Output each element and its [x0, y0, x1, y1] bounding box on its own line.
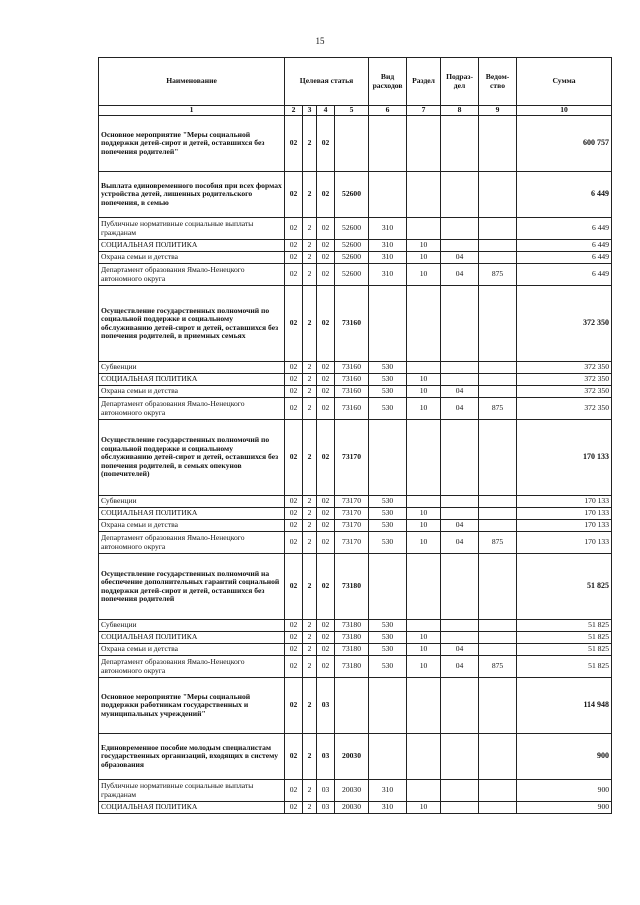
row-name: СОЦИАЛЬНАЯ ПОЛИТИКА	[99, 240, 285, 252]
row-sum: 51 825	[517, 632, 612, 644]
header-sum: Сумма	[517, 58, 612, 106]
subsection: 04	[441, 644, 479, 656]
row-name: СОЦИАЛЬНАЯ ПОЛИТИКА	[99, 508, 285, 520]
row-sum: 51 825	[517, 620, 612, 632]
section	[407, 172, 441, 218]
subsection	[441, 678, 479, 734]
department-code	[479, 520, 517, 532]
section: 10	[407, 264, 441, 286]
table-row	[99, 264, 612, 286]
target-code-3: 02	[317, 656, 335, 678]
table-row	[99, 116, 612, 172]
target-code-3: 02	[317, 362, 335, 374]
header-expense-type: Вид расходов	[369, 58, 407, 106]
target-code-1: 02	[285, 374, 303, 386]
table-row	[99, 508, 612, 520]
department-code: 875	[479, 398, 517, 420]
target-code-3: 02	[317, 620, 335, 632]
subsection	[441, 508, 479, 520]
target-code-1: 02	[285, 678, 303, 734]
section	[407, 286, 441, 362]
target-code-3: 02	[317, 386, 335, 398]
target-code-1: 02	[285, 264, 303, 286]
column-number-row	[99, 106, 612, 116]
subsection: 04	[441, 252, 479, 264]
row-name: Субвенции	[99, 620, 285, 632]
table-row	[99, 632, 612, 644]
target-code-3: 02	[317, 116, 335, 172]
target-code-3: 02	[317, 520, 335, 532]
row-sum: 372 350	[517, 374, 612, 386]
section	[407, 554, 441, 620]
table-header-row	[99, 58, 612, 106]
row-name: Охрана семьи и детства	[99, 520, 285, 532]
target-code-1: 02	[285, 656, 303, 678]
row-sum: 372 350	[517, 286, 612, 362]
target-code-4: 73180	[335, 620, 369, 632]
row-name: Выплата единовременного пособия при всех формах устройства детей, лишенных родительского попечения, в семью	[99, 172, 285, 218]
subsection	[441, 172, 479, 218]
section	[407, 620, 441, 632]
department-code	[479, 632, 517, 644]
table-row	[99, 240, 612, 252]
expense-type	[369, 420, 407, 496]
expense-type: 310	[369, 240, 407, 252]
target-code-1: 02	[285, 496, 303, 508]
table-row	[99, 398, 612, 420]
target-code-4: 73160	[335, 362, 369, 374]
table-row	[99, 496, 612, 508]
expense-type	[369, 172, 407, 218]
department-code	[479, 240, 517, 252]
expense-type	[369, 554, 407, 620]
target-code-4: 73170	[335, 420, 369, 496]
expense-type	[369, 734, 407, 780]
expense-type: 530	[369, 532, 407, 554]
section: 10	[407, 644, 441, 656]
target-code-3: 03	[317, 678, 335, 734]
department-code	[479, 554, 517, 620]
subsection	[441, 240, 479, 252]
expense-type: 530	[369, 386, 407, 398]
table-row	[99, 644, 612, 656]
target-code-1: 02	[285, 802, 303, 814]
section	[407, 734, 441, 780]
section: 10	[407, 508, 441, 520]
row-name: Департамент образования Ямало-Ненецкого автономного округа	[99, 264, 285, 286]
col-number: 1	[99, 106, 285, 116]
row-name: Единовременное пособие молодым специалистам государственных организаций, входящих в систему образования	[99, 734, 285, 780]
row-name: СОЦИАЛЬНАЯ ПОЛИТИКА	[99, 632, 285, 644]
target-code-2: 2	[303, 508, 317, 520]
expense-type: 530	[369, 362, 407, 374]
budget-table	[98, 57, 612, 814]
subsection	[441, 620, 479, 632]
target-code-1: 02	[285, 172, 303, 218]
target-code-4: 73160	[335, 386, 369, 398]
department-code	[479, 116, 517, 172]
department-code	[479, 734, 517, 780]
department-code	[479, 644, 517, 656]
target-code-3: 02	[317, 532, 335, 554]
row-name: Департамент образования Ямало-Ненецкого автономного округа	[99, 532, 285, 554]
department-code	[479, 420, 517, 496]
row-sum: 170 133	[517, 532, 612, 554]
row-sum: 6 449	[517, 172, 612, 218]
table-row	[99, 386, 612, 398]
expense-type: 530	[369, 496, 407, 508]
expense-type	[369, 678, 407, 734]
row-name: Публичные нормативные социальные выплаты гражданам	[99, 780, 285, 802]
col-number: 6	[369, 106, 407, 116]
target-code-2: 2	[303, 264, 317, 286]
target-code-2: 2	[303, 374, 317, 386]
table-row	[99, 780, 612, 802]
row-sum: 6 449	[517, 264, 612, 286]
table-row	[99, 678, 612, 734]
target-code-4: 20030	[335, 802, 369, 814]
row-name: СОЦИАЛЬНАЯ ПОЛИТИКА	[99, 802, 285, 814]
target-code-2: 2	[303, 644, 317, 656]
expense-type: 310	[369, 780, 407, 802]
row-name: Публичные нормативные социальные выплаты гражданам	[99, 218, 285, 240]
department-code	[479, 620, 517, 632]
row-name: Департамент образования Ямало-Ненецкого автономного округа	[99, 398, 285, 420]
section	[407, 218, 441, 240]
row-sum: 900	[517, 802, 612, 814]
target-code-4: 52600	[335, 252, 369, 264]
target-code-2: 2	[303, 218, 317, 240]
table-row	[99, 520, 612, 532]
target-code-1: 02	[285, 632, 303, 644]
row-sum: 51 825	[517, 644, 612, 656]
target-code-4	[335, 116, 369, 172]
row-sum: 6 449	[517, 218, 612, 240]
table-row	[99, 802, 612, 814]
target-code-3: 02	[317, 264, 335, 286]
row-name: Департамент образования Ямало-Ненецкого автономного округа	[99, 656, 285, 678]
department-code	[479, 678, 517, 734]
row-name: Охрана семьи и детства	[99, 386, 285, 398]
target-code-3: 02	[317, 218, 335, 240]
col-number: 2	[285, 106, 303, 116]
subsection	[441, 116, 479, 172]
subsection	[441, 286, 479, 362]
target-code-1: 02	[285, 252, 303, 264]
expense-type: 310	[369, 802, 407, 814]
target-code-3: 03	[317, 780, 335, 802]
section: 10	[407, 386, 441, 398]
target-code-2: 2	[303, 398, 317, 420]
target-code-1: 02	[285, 780, 303, 802]
row-name: Основное мероприятие "Меры социальной поддержки работникам государственных и муниципальных учреждений"	[99, 678, 285, 734]
section	[407, 420, 441, 496]
expense-type: 310	[369, 218, 407, 240]
section	[407, 780, 441, 802]
department-code	[479, 802, 517, 814]
expense-type: 310	[369, 252, 407, 264]
target-code-4: 73170	[335, 496, 369, 508]
target-code-1: 02	[285, 362, 303, 374]
target-code-1: 02	[285, 386, 303, 398]
subsection: 04	[441, 656, 479, 678]
col-number: 9	[479, 106, 517, 116]
row-sum: 6 449	[517, 252, 612, 264]
col-number: 3	[303, 106, 317, 116]
section	[407, 116, 441, 172]
target-code-2: 2	[303, 252, 317, 264]
target-code-4: 73160	[335, 374, 369, 386]
row-name: Субвенции	[99, 362, 285, 374]
subsection: 04	[441, 532, 479, 554]
target-code-2: 2	[303, 734, 317, 780]
section: 10	[407, 520, 441, 532]
target-code-3: 02	[317, 496, 335, 508]
target-code-4: 73170	[335, 532, 369, 554]
row-sum: 51 825	[517, 656, 612, 678]
target-code-2: 2	[303, 496, 317, 508]
row-name: Охрана семьи и детства	[99, 644, 285, 656]
header-target-article: Целевая статья	[285, 58, 369, 106]
subsection	[441, 802, 479, 814]
table-body	[99, 116, 612, 814]
target-code-4: 73170	[335, 520, 369, 532]
target-code-4: 20030	[335, 734, 369, 780]
target-code-4: 52600	[335, 172, 369, 218]
row-name: Основное мероприятие "Меры социальной поддержки детей-сирот и детей, оставшихся без попечения родителей"	[99, 116, 285, 172]
section: 10	[407, 656, 441, 678]
target-code-2: 2	[303, 116, 317, 172]
table-row	[99, 420, 612, 496]
target-code-4	[335, 678, 369, 734]
target-code-2: 2	[303, 802, 317, 814]
expense-type: 530	[369, 656, 407, 678]
target-code-1: 02	[285, 644, 303, 656]
section	[407, 678, 441, 734]
expense-type	[369, 116, 407, 172]
target-code-1: 02	[285, 218, 303, 240]
section: 10	[407, 802, 441, 814]
row-name: Осуществление государственных полномочий по социальной поддержке и социальному обслуживанию детей-сирот и детей, оставшихся без попечения родителей, в приемных семьях	[99, 286, 285, 362]
row-name: Осуществление государственных полномочий на обеспечение дополнительных гарантий социальной поддержки детей-сирот и детей, оставшихся без попечения родителей	[99, 554, 285, 620]
target-code-1: 02	[285, 734, 303, 780]
row-name: Охрана семьи и детства	[99, 252, 285, 264]
target-code-3: 02	[317, 240, 335, 252]
col-number: 5	[335, 106, 369, 116]
row-sum: 51 825	[517, 554, 612, 620]
target-code-3: 02	[317, 398, 335, 420]
target-code-3: 02	[317, 644, 335, 656]
target-code-4: 73180	[335, 644, 369, 656]
target-code-2: 2	[303, 656, 317, 678]
col-number: 7	[407, 106, 441, 116]
target-code-3: 03	[317, 734, 335, 780]
row-sum: 170 133	[517, 496, 612, 508]
section	[407, 362, 441, 374]
target-code-2: 2	[303, 362, 317, 374]
table-row	[99, 656, 612, 678]
col-number: 4	[317, 106, 335, 116]
target-code-3: 03	[317, 802, 335, 814]
expense-type: 530	[369, 374, 407, 386]
target-code-2: 2	[303, 554, 317, 620]
table-row	[99, 374, 612, 386]
target-code-3: 02	[317, 172, 335, 218]
target-code-3: 02	[317, 632, 335, 644]
department-code	[479, 508, 517, 520]
target-code-1: 02	[285, 116, 303, 172]
section: 10	[407, 252, 441, 264]
target-code-4: 52600	[335, 218, 369, 240]
expense-type: 310	[369, 264, 407, 286]
header-subsection: Подраз-дел	[441, 58, 479, 106]
target-code-2: 2	[303, 386, 317, 398]
page-number: 15	[315, 36, 325, 46]
target-code-4: 73170	[335, 508, 369, 520]
section: 10	[407, 374, 441, 386]
target-code-2: 2	[303, 420, 317, 496]
target-code-1: 02	[285, 554, 303, 620]
target-code-2: 2	[303, 172, 317, 218]
target-code-3: 02	[317, 554, 335, 620]
department-code	[479, 286, 517, 362]
section: 10	[407, 240, 441, 252]
target-code-4: 52600	[335, 240, 369, 252]
expense-type: 530	[369, 632, 407, 644]
table-row	[99, 554, 612, 620]
subsection: 04	[441, 398, 479, 420]
header-department: Ведом-ство	[479, 58, 517, 106]
row-sum: 900	[517, 734, 612, 780]
target-code-3: 02	[317, 286, 335, 362]
row-sum: 6 449	[517, 240, 612, 252]
target-code-4: 73160	[335, 398, 369, 420]
row-sum: 170 133	[517, 508, 612, 520]
subsection	[441, 362, 479, 374]
subsection	[441, 734, 479, 780]
header-name: Наименование	[99, 58, 285, 106]
target-code-2: 2	[303, 632, 317, 644]
row-sum: 600 757	[517, 116, 612, 172]
department-code: 875	[479, 532, 517, 554]
row-sum: 170 133	[517, 420, 612, 496]
table-row	[99, 218, 612, 240]
table-row	[99, 362, 612, 374]
target-code-2: 2	[303, 240, 317, 252]
target-code-2: 2	[303, 520, 317, 532]
row-sum: 900	[517, 780, 612, 802]
target-code-1: 02	[285, 520, 303, 532]
table-row	[99, 532, 612, 554]
target-code-4: 73180	[335, 632, 369, 644]
expense-type: 530	[369, 644, 407, 656]
row-sum: 372 350	[517, 362, 612, 374]
table-row	[99, 620, 612, 632]
target-code-4: 20030	[335, 780, 369, 802]
expense-type: 530	[369, 520, 407, 532]
target-code-1: 02	[285, 508, 303, 520]
target-code-1: 02	[285, 398, 303, 420]
target-code-1: 02	[285, 420, 303, 496]
department-code: 875	[479, 656, 517, 678]
subsection	[441, 496, 479, 508]
table-row	[99, 252, 612, 264]
subsection	[441, 554, 479, 620]
table-row	[99, 734, 612, 780]
target-code-4: 73180	[335, 656, 369, 678]
department-code	[479, 496, 517, 508]
expense-type: 530	[369, 508, 407, 520]
table-row	[99, 286, 612, 362]
col-number: 8	[441, 106, 479, 116]
subsection	[441, 218, 479, 240]
subsection	[441, 374, 479, 386]
department-code	[479, 780, 517, 802]
subsection: 04	[441, 520, 479, 532]
target-code-2: 2	[303, 678, 317, 734]
target-code-4: 52600	[335, 264, 369, 286]
section: 10	[407, 398, 441, 420]
row-sum: 372 350	[517, 398, 612, 420]
expense-type: 530	[369, 398, 407, 420]
section: 10	[407, 532, 441, 554]
col-number: 10	[517, 106, 612, 116]
target-code-2: 2	[303, 620, 317, 632]
department-code	[479, 386, 517, 398]
subsection	[441, 780, 479, 802]
department-code	[479, 374, 517, 386]
row-sum: 114 948	[517, 678, 612, 734]
department-code	[479, 172, 517, 218]
subsection	[441, 420, 479, 496]
department-code: 875	[479, 264, 517, 286]
row-name: СОЦИАЛЬНАЯ ПОЛИТИКА	[99, 374, 285, 386]
department-code	[479, 362, 517, 374]
target-code-2: 2	[303, 532, 317, 554]
target-code-1: 02	[285, 286, 303, 362]
target-code-1: 02	[285, 532, 303, 554]
subsection	[441, 632, 479, 644]
row-name: Осуществление государственных полномочий по социальной поддержке и социальному обслуживанию детей-сирот и детей, оставшихся без попечения родителей, в семьях опекунов (попечителей)	[99, 420, 285, 496]
target-code-3: 02	[317, 420, 335, 496]
section: 10	[407, 632, 441, 644]
target-code-2: 2	[303, 780, 317, 802]
target-code-3: 02	[317, 508, 335, 520]
department-code	[479, 252, 517, 264]
target-code-3: 02	[317, 374, 335, 386]
expense-type	[369, 286, 407, 362]
row-sum: 170 133	[517, 520, 612, 532]
row-sum: 372 350	[517, 386, 612, 398]
row-name: Субвенции	[99, 496, 285, 508]
target-code-3: 02	[317, 252, 335, 264]
expense-type: 530	[369, 620, 407, 632]
target-code-2: 2	[303, 286, 317, 362]
subsection: 04	[441, 264, 479, 286]
table-row	[99, 172, 612, 218]
subsection: 04	[441, 386, 479, 398]
target-code-1: 02	[285, 240, 303, 252]
target-code-4: 73180	[335, 554, 369, 620]
header-section: Раздел	[407, 58, 441, 106]
target-code-4: 73160	[335, 286, 369, 362]
department-code	[479, 218, 517, 240]
section	[407, 496, 441, 508]
target-code-1: 02	[285, 620, 303, 632]
